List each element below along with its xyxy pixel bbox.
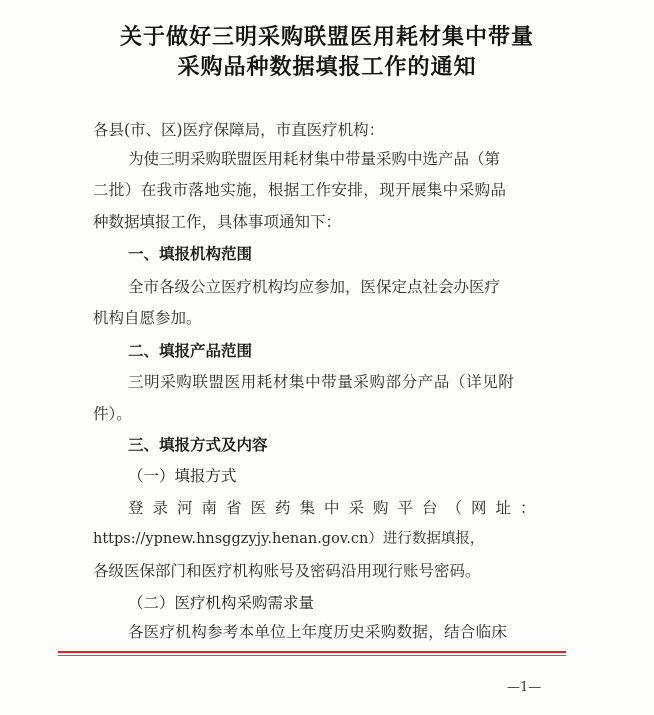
section1-line-1: 全市各级公立医疗机构均应参加，医保定点社会办医疗 — [128, 278, 501, 296]
intro-line-2: 二批）在我市落地实施，根据工作安排，现开展集中采购品 — [93, 181, 507, 199]
intro-line-1: 为使三明采购联盟医用耗材集中带量采购中选产品（第 — [128, 150, 501, 168]
section2-heading: 二、填报产品范围 — [128, 342, 253, 360]
document-title-line2: 采购品种数据填报工作的通知 — [177, 54, 477, 80]
footer-red-rule-thin — [58, 655, 566, 656]
section1-line-2: 机构自愿参加。 — [93, 309, 202, 327]
addressee: 各县(市、区)医疗保障局，市直医疗机构： — [93, 121, 385, 139]
section3-sub2-line-1: 各医疗机构参考本单位上年度历史采购数据，结合临床 — [128, 623, 508, 641]
section1-heading: 一、填报机构范围 — [128, 245, 253, 263]
page-number: —1— — [507, 680, 542, 695]
intro-line-3: 种数据填报工作，具体事项通知下： — [93, 213, 342, 231]
section3-sub1-line-3: 各级医保部门和医疗机构账号及密码沿用现行账号密码。 — [93, 562, 481, 580]
section3-sub1-line-1: 登录河南省医药集中采购平台（网址： — [128, 499, 545, 517]
footer-red-rule — [58, 651, 566, 653]
section3-sub1-line-2: https://ypnew.hnsggzyjy.henan.gov.cn）进行数据填报， — [93, 531, 485, 547]
section3-sub1-heading: （一）填报方式 — [128, 467, 237, 485]
section2-line-1: 三明采购联盟医用耗材集中带量采购部分产品（详见附 — [128, 373, 515, 391]
section2-line-2: 件）。 — [93, 405, 132, 423]
section3-heading: 三、填报方式及内容 — [128, 436, 268, 454]
section3-sub2-heading: （二）医疗机构采购需求量 — [128, 594, 315, 612]
document-title-line1: 关于做好三明采购联盟医用耗材集中带量 — [119, 24, 534, 50]
